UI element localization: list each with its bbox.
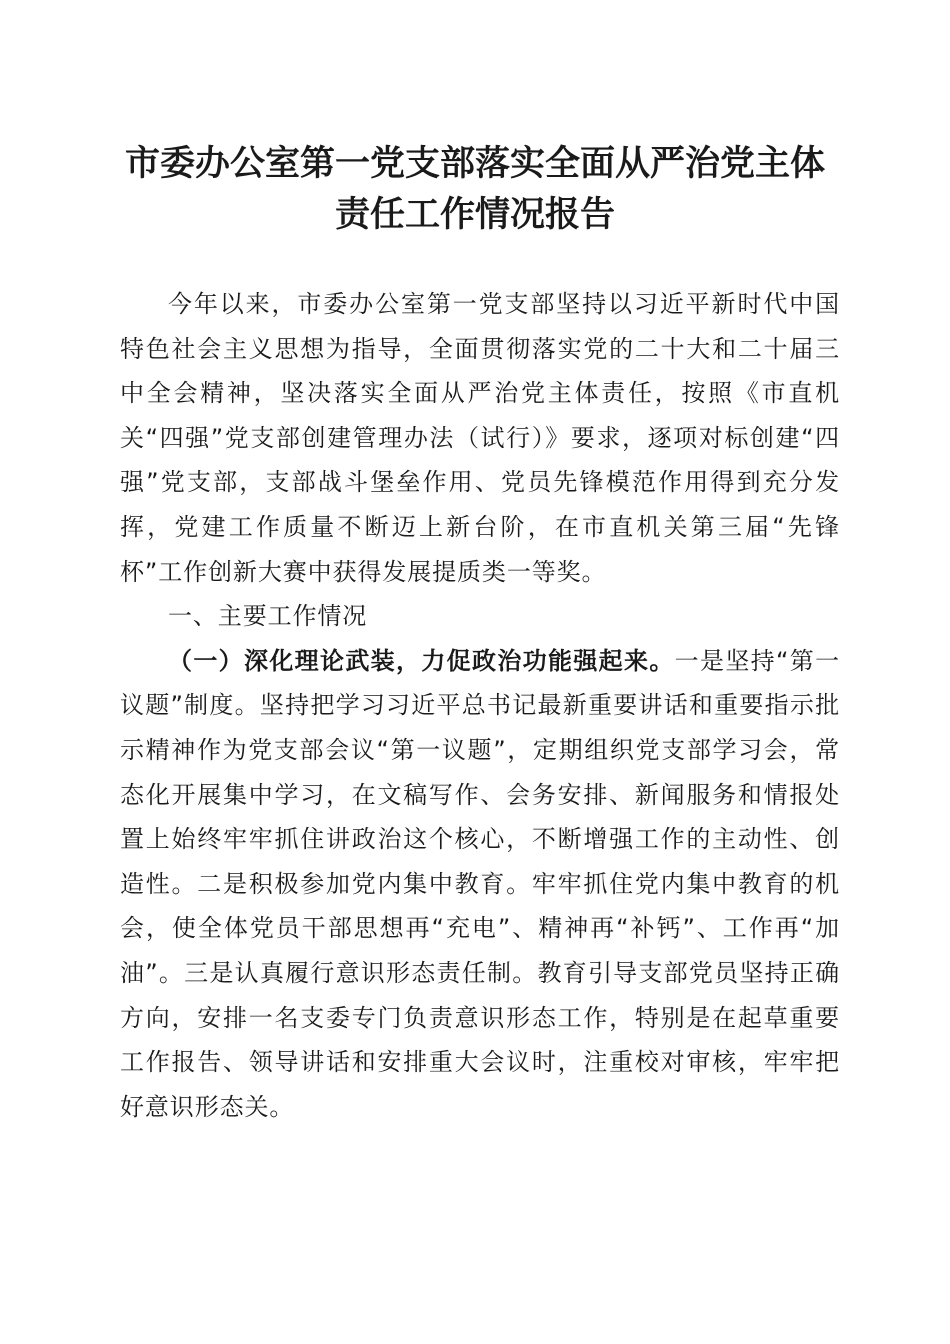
document-body — [120, 282, 840, 1129]
title-line-2: 责任工作情况报告 — [334, 194, 615, 235]
subsection-paragraph — [120, 639, 840, 1130]
intro-paragraph: 今年以来，市委办公室第一党支部坚持以习近平新时代中国特色社会主义思想为指导，全面贯彻落实党的二十大和二十届三中全会精神，坚决落实全面从严治党主体责任，按照《市直机关“四强”党支部创建管理办法（试行）》要求，逐项对标创建“四强”党支部，支部战斗堡垒作用、党员先锋模范作用得到充分发挥，党建工作质量不断迈上新台阶，在市直机关第三届“先锋杯”工作创新大赛中获得发展提质类一等奖。 — [120, 290, 840, 586]
section-heading: 一、主要工作情况 — [168, 602, 368, 631]
title-line-1: 市委办公室第一党支部落实全面从严治党主体 — [124, 143, 825, 184]
document-title — [100, 138, 850, 240]
subsection-body: 一是坚持“第一议题”制度。坚持把学习习近平总书记最新重要讲话和重要指示批示精神作为党支部会议“第一议题”，定期组织党支部学习会，常态化开展集中学习，在文稿写作、会务安排、新闻服务和情报处置上始终牢牢抓住讲政治这个核心，不断增强工作的主动性、创造性。二是积极参加党内集中教育。牢牢抓住党内集中教育的机会，使全体党员干部思想再“充电”、精神再“补钙”、工作再“加油”。三是认真履行意识形态责任制。教育引导支部党员坚持正确方向，安排一名支委专门负责意识形态工作，特别是在起草重要工作报告、领导讲话和安排重大会议时，注重校对审核，牢牢把好意识形态关。 — [120, 646, 841, 1121]
subsection-title: （一）深化理论武装，力促政治功能强起来。 — [168, 646, 675, 675]
